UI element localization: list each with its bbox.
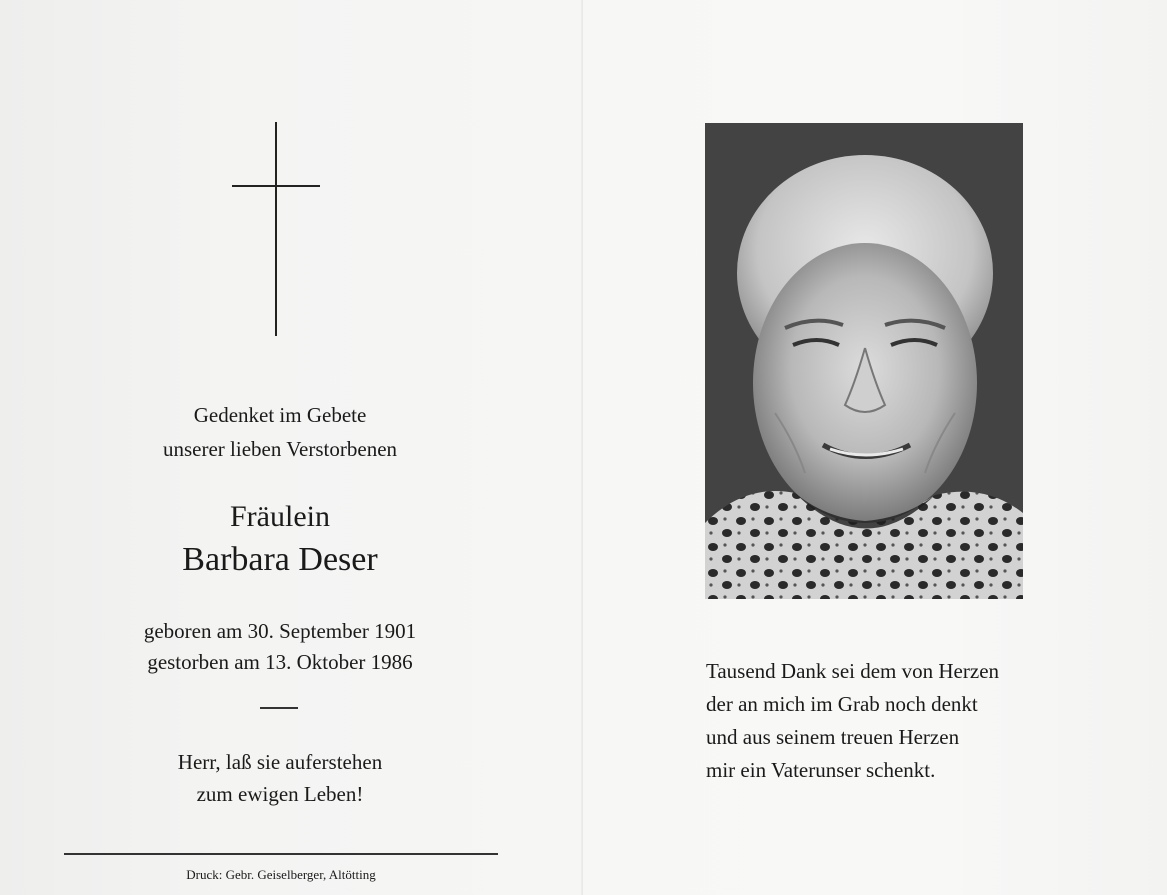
prayer-line: zum ewigen Leben! <box>196 782 364 806</box>
intro-line: Gedenket im Gebete <box>193 403 367 427</box>
verse-line: und aus seinem treuen Herzen <box>706 725 960 749</box>
intro-line: unserer lieben Verstorbenen <box>162 437 398 461</box>
memorial-intro <box>40 398 520 466</box>
divider-dash <box>260 707 298 709</box>
verse-line: Tausend Dank sei dem von Herzen <box>706 659 1000 683</box>
deceased-name: Barbara Deser <box>182 541 378 578</box>
prayer-line: Herr, laß sie auferstehen <box>177 750 383 774</box>
printer-credit: Druck: Gebr. Geiselberger, Altötting <box>186 867 376 882</box>
left-page <box>0 0 583 895</box>
verse-line: der an mich im Grab noch denkt <box>706 692 978 716</box>
honorific: Fräulein <box>230 500 330 533</box>
footer-rule <box>64 853 498 855</box>
thanks-verse <box>706 655 999 787</box>
prayer <box>40 746 520 810</box>
portrait-photo <box>705 123 1023 599</box>
cross-icon <box>232 122 320 336</box>
birth-date: geboren am 30. September 1901 <box>143 619 417 643</box>
verse-line: mir ein Vaterunser schenkt. <box>706 758 936 782</box>
death-date: gestorben am 13. Oktober 1986 <box>147 650 413 674</box>
life-dates <box>40 616 520 678</box>
